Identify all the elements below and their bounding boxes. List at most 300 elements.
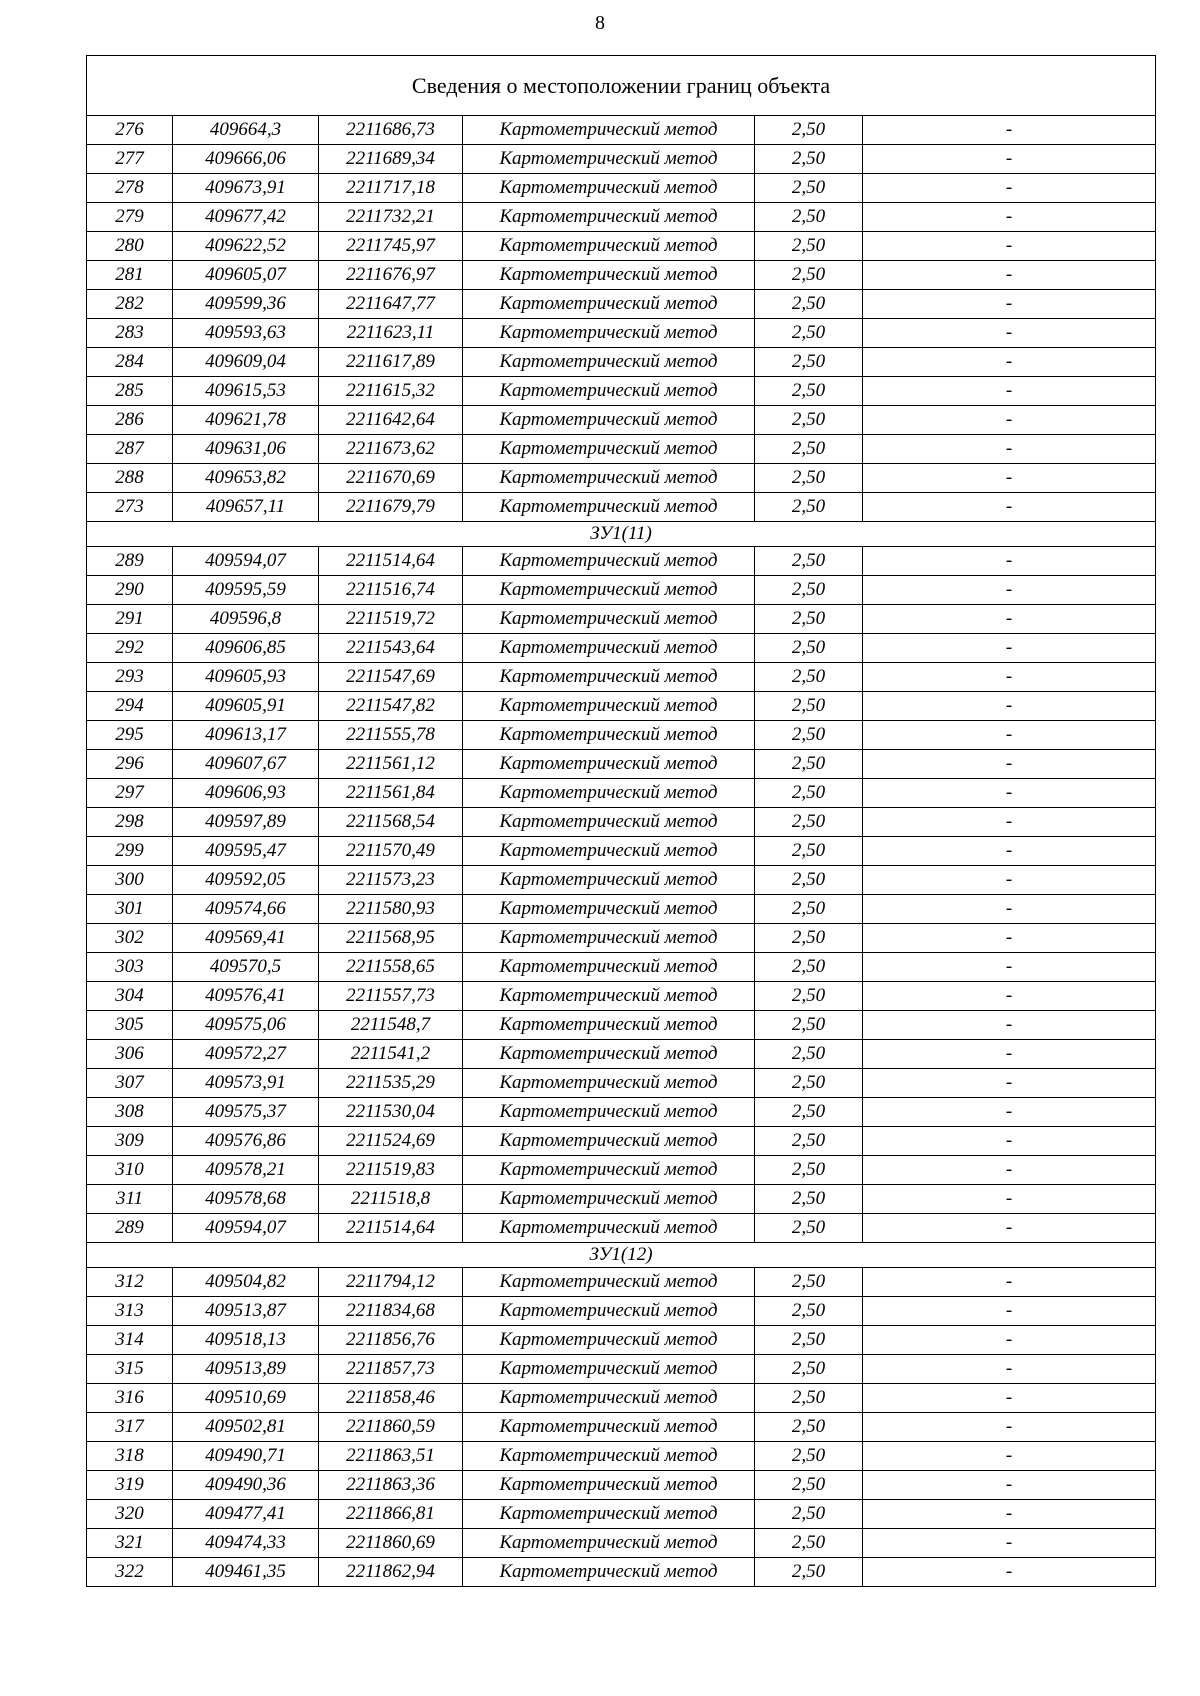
point-number-cell: 280: [87, 232, 173, 261]
method-cell: Картометрический метод: [463, 547, 755, 576]
x-coordinate-cell: 409572,27: [173, 1040, 319, 1069]
accuracy-cell: 2,50: [755, 953, 863, 982]
point-number-cell: 305: [87, 1011, 173, 1040]
description-cell: -: [863, 1500, 1156, 1529]
point-number-cell: 308: [87, 1098, 173, 1127]
method-cell: Картометрический метод: [463, 721, 755, 750]
point-number-cell: 316: [87, 1384, 173, 1413]
y-coordinate-cell: 2211541,2: [319, 1040, 463, 1069]
y-coordinate-cell: 2211689,34: [319, 145, 463, 174]
table-row: [87, 464, 1156, 493]
table-row: [87, 605, 1156, 634]
description-cell: -: [863, 808, 1156, 837]
accuracy-cell: 2,50: [755, 750, 863, 779]
point-number-cell: 290: [87, 576, 173, 605]
method-cell: Картометрический метод: [463, 203, 755, 232]
table-row: [87, 547, 1156, 576]
point-number-cell: 306: [87, 1040, 173, 1069]
method-cell: Картометрический метод: [463, 1069, 755, 1098]
description-cell: -: [863, 982, 1156, 1011]
table-row: [87, 837, 1156, 866]
accuracy-cell: 2,50: [755, 261, 863, 290]
description-cell: -: [863, 116, 1156, 145]
point-number-cell: 309: [87, 1127, 173, 1156]
table-row: [87, 348, 1156, 377]
method-cell: Картометрический метод: [463, 377, 755, 406]
table-row: [87, 692, 1156, 721]
y-coordinate-cell: 2211519,72: [319, 605, 463, 634]
description-cell: -: [863, 924, 1156, 953]
accuracy-cell: 2,50: [755, 319, 863, 348]
section-label: ЗУ1(11): [87, 522, 1156, 547]
point-number-cell: 292: [87, 634, 173, 663]
point-number-cell: 310: [87, 1156, 173, 1185]
description-cell: -: [863, 953, 1156, 982]
y-coordinate-cell: 2211676,97: [319, 261, 463, 290]
point-number-cell: 289: [87, 1214, 173, 1243]
description-cell: -: [863, 1384, 1156, 1413]
accuracy-cell: 2,50: [755, 924, 863, 953]
table-row: [87, 1268, 1156, 1297]
accuracy-cell: 2,50: [755, 493, 863, 522]
accuracy-cell: 2,50: [755, 1098, 863, 1127]
accuracy-cell: 2,50: [755, 866, 863, 895]
method-cell: Картометрический метод: [463, 1011, 755, 1040]
y-coordinate-cell: 2211862,94: [319, 1558, 463, 1587]
y-coordinate-cell: 2211732,21: [319, 203, 463, 232]
description-cell: -: [863, 1326, 1156, 1355]
method-cell: Картометрический метод: [463, 1355, 755, 1384]
y-coordinate-cell: 2211642,64: [319, 406, 463, 435]
y-coordinate-cell: 2211519,83: [319, 1156, 463, 1185]
table-row: [87, 895, 1156, 924]
y-coordinate-cell: 2211580,93: [319, 895, 463, 924]
y-coordinate-cell: 2211547,69: [319, 663, 463, 692]
y-coordinate-cell: 2211514,64: [319, 1214, 463, 1243]
x-coordinate-cell: 409613,17: [173, 721, 319, 750]
table-row: [87, 808, 1156, 837]
y-coordinate-cell: 2211617,89: [319, 348, 463, 377]
point-number-cell: 286: [87, 406, 173, 435]
method-cell: Картометрический метод: [463, 663, 755, 692]
y-coordinate-cell: 2211548,7: [319, 1011, 463, 1040]
accuracy-cell: 2,50: [755, 1185, 863, 1214]
description-cell: -: [863, 866, 1156, 895]
description-cell: -: [863, 464, 1156, 493]
section-label: ЗУ1(12): [87, 1243, 1156, 1268]
y-coordinate-cell: 2211858,46: [319, 1384, 463, 1413]
point-number-cell: 277: [87, 145, 173, 174]
method-cell: Картометрический метод: [463, 232, 755, 261]
x-coordinate-cell: 409518,13: [173, 1326, 319, 1355]
accuracy-cell: 2,50: [755, 174, 863, 203]
table-row: [87, 435, 1156, 464]
point-number-cell: 279: [87, 203, 173, 232]
accuracy-cell: 2,50: [755, 1127, 863, 1156]
x-coordinate-cell: 409607,67: [173, 750, 319, 779]
table-row: [87, 576, 1156, 605]
method-cell: Картометрический метод: [463, 808, 755, 837]
table-row: [87, 1040, 1156, 1069]
x-coordinate-cell: 409673,91: [173, 174, 319, 203]
y-coordinate-cell: 2211524,69: [319, 1127, 463, 1156]
y-coordinate-cell: 2211863,36: [319, 1471, 463, 1500]
description-cell: -: [863, 1297, 1156, 1326]
x-coordinate-cell: 409622,52: [173, 232, 319, 261]
point-number-cell: 302: [87, 924, 173, 953]
y-coordinate-cell: 2211623,11: [319, 319, 463, 348]
method-cell: Картометрический метод: [463, 406, 755, 435]
description-cell: -: [863, 1011, 1156, 1040]
method-cell: Картометрический метод: [463, 1268, 755, 1297]
accuracy-cell: 2,50: [755, 377, 863, 406]
y-coordinate-cell: 2211561,12: [319, 750, 463, 779]
table-row: [87, 721, 1156, 750]
x-coordinate-cell: 409599,36: [173, 290, 319, 319]
method-cell: Картометрический метод: [463, 493, 755, 522]
point-number-cell: 300: [87, 866, 173, 895]
description-cell: -: [863, 1413, 1156, 1442]
accuracy-cell: 2,50: [755, 406, 863, 435]
method-cell: Картометрический метод: [463, 1384, 755, 1413]
accuracy-cell: 2,50: [755, 721, 863, 750]
page-number: 8: [595, 12, 605, 34]
point-number-cell: 320: [87, 1500, 173, 1529]
description-cell: -: [863, 1156, 1156, 1185]
method-cell: Картометрический метод: [463, 576, 755, 605]
accuracy-cell: 2,50: [755, 464, 863, 493]
description-cell: -: [863, 1127, 1156, 1156]
x-coordinate-cell: 409664,3: [173, 116, 319, 145]
method-cell: Картометрический метод: [463, 1558, 755, 1587]
y-coordinate-cell: 2211530,04: [319, 1098, 463, 1127]
x-coordinate-cell: 409461,35: [173, 1558, 319, 1587]
description-cell: -: [863, 634, 1156, 663]
accuracy-cell: 2,50: [755, 1442, 863, 1471]
description-cell: -: [863, 837, 1156, 866]
x-coordinate-cell: 409605,91: [173, 692, 319, 721]
y-coordinate-cell: 2211863,51: [319, 1442, 463, 1471]
x-coordinate-cell: 409575,37: [173, 1098, 319, 1127]
x-coordinate-cell: 409575,06: [173, 1011, 319, 1040]
x-coordinate-cell: 409504,82: [173, 1268, 319, 1297]
y-coordinate-cell: 2211514,64: [319, 547, 463, 576]
table-row: [87, 663, 1156, 692]
method-cell: Картометрический метод: [463, 1442, 755, 1471]
point-number-cell: 297: [87, 779, 173, 808]
description-cell: -: [863, 692, 1156, 721]
method-cell: Картометрический метод: [463, 692, 755, 721]
x-coordinate-cell: 409606,93: [173, 779, 319, 808]
description-cell: -: [863, 203, 1156, 232]
x-coordinate-cell: 409574,66: [173, 895, 319, 924]
method-cell: Картометрический метод: [463, 1098, 755, 1127]
description-cell: -: [863, 576, 1156, 605]
table-row: [87, 232, 1156, 261]
accuracy-cell: 2,50: [755, 837, 863, 866]
table-row: [87, 1326, 1156, 1355]
table-title-row: [87, 56, 1156, 116]
y-coordinate-cell: 2211543,64: [319, 634, 463, 663]
accuracy-cell: 2,50: [755, 1069, 863, 1098]
point-number-cell: 276: [87, 116, 173, 145]
point-number-cell: 304: [87, 982, 173, 1011]
accuracy-cell: 2,50: [755, 1268, 863, 1297]
x-coordinate-cell: 409474,33: [173, 1529, 319, 1558]
table-row: [87, 1558, 1156, 1587]
y-coordinate-cell: 2211673,62: [319, 435, 463, 464]
x-coordinate-cell: 409578,21: [173, 1156, 319, 1185]
point-number-cell: 319: [87, 1471, 173, 1500]
accuracy-cell: 2,50: [755, 1011, 863, 1040]
method-cell: Картометрический метод: [463, 1500, 755, 1529]
point-number-cell: 318: [87, 1442, 173, 1471]
description-cell: -: [863, 1558, 1156, 1587]
description-cell: -: [863, 750, 1156, 779]
y-coordinate-cell: 2211686,73: [319, 116, 463, 145]
x-coordinate-cell: 409666,06: [173, 145, 319, 174]
x-coordinate-cell: 409595,59: [173, 576, 319, 605]
table-row: [87, 1413, 1156, 1442]
accuracy-cell: 2,50: [755, 605, 863, 634]
point-number-cell: 311: [87, 1185, 173, 1214]
point-number-cell: 291: [87, 605, 173, 634]
y-coordinate-cell: 2211679,79: [319, 493, 463, 522]
accuracy-cell: 2,50: [755, 290, 863, 319]
accuracy-cell: 2,50: [755, 116, 863, 145]
x-coordinate-cell: 409597,89: [173, 808, 319, 837]
method-cell: Картометрический метод: [463, 634, 755, 663]
y-coordinate-cell: 2211615,32: [319, 377, 463, 406]
description-cell: -: [863, 895, 1156, 924]
description-cell: -: [863, 1040, 1156, 1069]
y-coordinate-cell: 2211860,59: [319, 1413, 463, 1442]
x-coordinate-cell: 409573,91: [173, 1069, 319, 1098]
accuracy-cell: 2,50: [755, 808, 863, 837]
accuracy-cell: 2,50: [755, 145, 863, 174]
x-coordinate-cell: 409490,36: [173, 1471, 319, 1500]
x-coordinate-cell: 409502,81: [173, 1413, 319, 1442]
method-cell: Картометрический метод: [463, 464, 755, 493]
method-cell: Картометрический метод: [463, 290, 755, 319]
x-coordinate-cell: 409605,93: [173, 663, 319, 692]
x-coordinate-cell: 409596,8: [173, 605, 319, 634]
x-coordinate-cell: 409609,04: [173, 348, 319, 377]
point-number-cell: 313: [87, 1297, 173, 1326]
point-number-cell: 294: [87, 692, 173, 721]
method-cell: Картометрический метод: [463, 605, 755, 634]
description-cell: -: [863, 493, 1156, 522]
table-row: [87, 982, 1156, 1011]
accuracy-cell: 2,50: [755, 1529, 863, 1558]
description-cell: -: [863, 1098, 1156, 1127]
section-header-row: [87, 1243, 1156, 1268]
description-cell: -: [863, 547, 1156, 576]
y-coordinate-cell: 2211647,77: [319, 290, 463, 319]
y-coordinate-cell: 2211568,95: [319, 924, 463, 953]
method-cell: Картометрический метод: [463, 1127, 755, 1156]
point-number-cell: 321: [87, 1529, 173, 1558]
method-cell: Картометрический метод: [463, 1326, 755, 1355]
table-row: [87, 203, 1156, 232]
method-cell: Картометрический метод: [463, 982, 755, 1011]
table-row: [87, 1500, 1156, 1529]
x-coordinate-cell: 409677,42: [173, 203, 319, 232]
section-header-row: [87, 522, 1156, 547]
x-coordinate-cell: 409606,85: [173, 634, 319, 663]
method-cell: Картометрический метод: [463, 895, 755, 924]
table-row: [87, 1214, 1156, 1243]
x-coordinate-cell: 409653,82: [173, 464, 319, 493]
table-row: [87, 406, 1156, 435]
description-cell: -: [863, 1529, 1156, 1558]
method-cell: Картометрический метод: [463, 116, 755, 145]
y-coordinate-cell: 2211555,78: [319, 721, 463, 750]
table-row: [87, 174, 1156, 203]
table-row: [87, 779, 1156, 808]
y-coordinate-cell: 2211535,29: [319, 1069, 463, 1098]
description-cell: -: [863, 663, 1156, 692]
table-row: [87, 750, 1156, 779]
point-number-cell: 315: [87, 1355, 173, 1384]
point-number-cell: 278: [87, 174, 173, 203]
method-cell: Картометрический метод: [463, 1529, 755, 1558]
accuracy-cell: 2,50: [755, 692, 863, 721]
description-cell: -: [863, 1069, 1156, 1098]
point-number-cell: 293: [87, 663, 173, 692]
point-number-cell: 301: [87, 895, 173, 924]
point-number-cell: 284: [87, 348, 173, 377]
table-row: [87, 1297, 1156, 1326]
description-cell: -: [863, 145, 1156, 174]
accuracy-cell: 2,50: [755, 982, 863, 1011]
method-cell: Картометрический метод: [463, 1185, 755, 1214]
point-number-cell: 289: [87, 547, 173, 576]
table-row: [87, 377, 1156, 406]
x-coordinate-cell: 409605,07: [173, 261, 319, 290]
description-cell: -: [863, 377, 1156, 406]
x-coordinate-cell: 409490,71: [173, 1442, 319, 1471]
x-coordinate-cell: 409657,11: [173, 493, 319, 522]
method-cell: Картометрический метод: [463, 1297, 755, 1326]
table-row: [87, 1127, 1156, 1156]
point-number-cell: 283: [87, 319, 173, 348]
table-row: [87, 145, 1156, 174]
point-number-cell: 298: [87, 808, 173, 837]
y-coordinate-cell: 2211717,18: [319, 174, 463, 203]
x-coordinate-cell: 409594,07: [173, 1214, 319, 1243]
point-number-cell: 288: [87, 464, 173, 493]
y-coordinate-cell: 2211561,84: [319, 779, 463, 808]
point-number-cell: 314: [87, 1326, 173, 1355]
x-coordinate-cell: 409593,63: [173, 319, 319, 348]
accuracy-cell: 2,50: [755, 1500, 863, 1529]
description-cell: -: [863, 406, 1156, 435]
accuracy-cell: 2,50: [755, 1156, 863, 1185]
method-cell: Картометрический метод: [463, 261, 755, 290]
point-number-cell: 285: [87, 377, 173, 406]
y-coordinate-cell: 2211518,8: [319, 1185, 463, 1214]
table-row: [87, 1442, 1156, 1471]
description-cell: -: [863, 1471, 1156, 1500]
y-coordinate-cell: 2211834,68: [319, 1297, 463, 1326]
accuracy-cell: 2,50: [755, 1297, 863, 1326]
y-coordinate-cell: 2211670,69: [319, 464, 463, 493]
y-coordinate-cell: 2211516,74: [319, 576, 463, 605]
accuracy-cell: 2,50: [755, 895, 863, 924]
point-number-cell: 295: [87, 721, 173, 750]
x-coordinate-cell: 409592,05: [173, 866, 319, 895]
method-cell: Картометрический метод: [463, 1040, 755, 1069]
table-row: [87, 1069, 1156, 1098]
x-coordinate-cell: 409595,47: [173, 837, 319, 866]
description-cell: -: [863, 1355, 1156, 1384]
y-coordinate-cell: 2211860,69: [319, 1529, 463, 1558]
y-coordinate-cell: 2211558,65: [319, 953, 463, 982]
method-cell: Картометрический метод: [463, 145, 755, 174]
x-coordinate-cell: 409576,86: [173, 1127, 319, 1156]
x-coordinate-cell: 409570,5: [173, 953, 319, 982]
table-row: [87, 1529, 1156, 1558]
table-row: [87, 866, 1156, 895]
table-row: [87, 924, 1156, 953]
accuracy-cell: 2,50: [755, 348, 863, 377]
x-coordinate-cell: 409621,78: [173, 406, 319, 435]
point-number-cell: 287: [87, 435, 173, 464]
method-cell: Картометрический метод: [463, 1214, 755, 1243]
table-row: [87, 116, 1156, 145]
description-cell: -: [863, 1442, 1156, 1471]
table-row: [87, 290, 1156, 319]
y-coordinate-cell: 2211857,73: [319, 1355, 463, 1384]
y-coordinate-cell: 2211557,73: [319, 982, 463, 1011]
table-row: [87, 1355, 1156, 1384]
table-row: [87, 493, 1156, 522]
point-number-cell: 273: [87, 493, 173, 522]
accuracy-cell: 2,50: [755, 663, 863, 692]
description-cell: -: [863, 232, 1156, 261]
table-row: [87, 634, 1156, 663]
description-cell: -: [863, 319, 1156, 348]
accuracy-cell: 2,50: [755, 1471, 863, 1500]
description-cell: -: [863, 290, 1156, 319]
accuracy-cell: 2,50: [755, 1040, 863, 1069]
method-cell: Картометрический метод: [463, 779, 755, 808]
method-cell: Картометрический метод: [463, 1471, 755, 1500]
method-cell: Картометрический метод: [463, 435, 755, 464]
method-cell: Картометрический метод: [463, 866, 755, 895]
description-cell: -: [863, 348, 1156, 377]
point-number-cell: 296: [87, 750, 173, 779]
description-cell: -: [863, 605, 1156, 634]
accuracy-cell: 2,50: [755, 634, 863, 663]
method-cell: Картометрический метод: [463, 348, 755, 377]
table-row: [87, 1471, 1156, 1500]
accuracy-cell: 2,50: [755, 576, 863, 605]
accuracy-cell: 2,50: [755, 1384, 863, 1413]
x-coordinate-cell: 409477,41: [173, 1500, 319, 1529]
x-coordinate-cell: 409513,87: [173, 1297, 319, 1326]
x-coordinate-cell: 409513,89: [173, 1355, 319, 1384]
method-cell: Картометрический метод: [463, 953, 755, 982]
method-cell: Картометрический метод: [463, 319, 755, 348]
description-cell: -: [863, 1185, 1156, 1214]
x-coordinate-cell: 409594,07: [173, 547, 319, 576]
table-row: [87, 953, 1156, 982]
accuracy-cell: 2,50: [755, 1558, 863, 1587]
table-row: [87, 1011, 1156, 1040]
accuracy-cell: 2,50: [755, 435, 863, 464]
